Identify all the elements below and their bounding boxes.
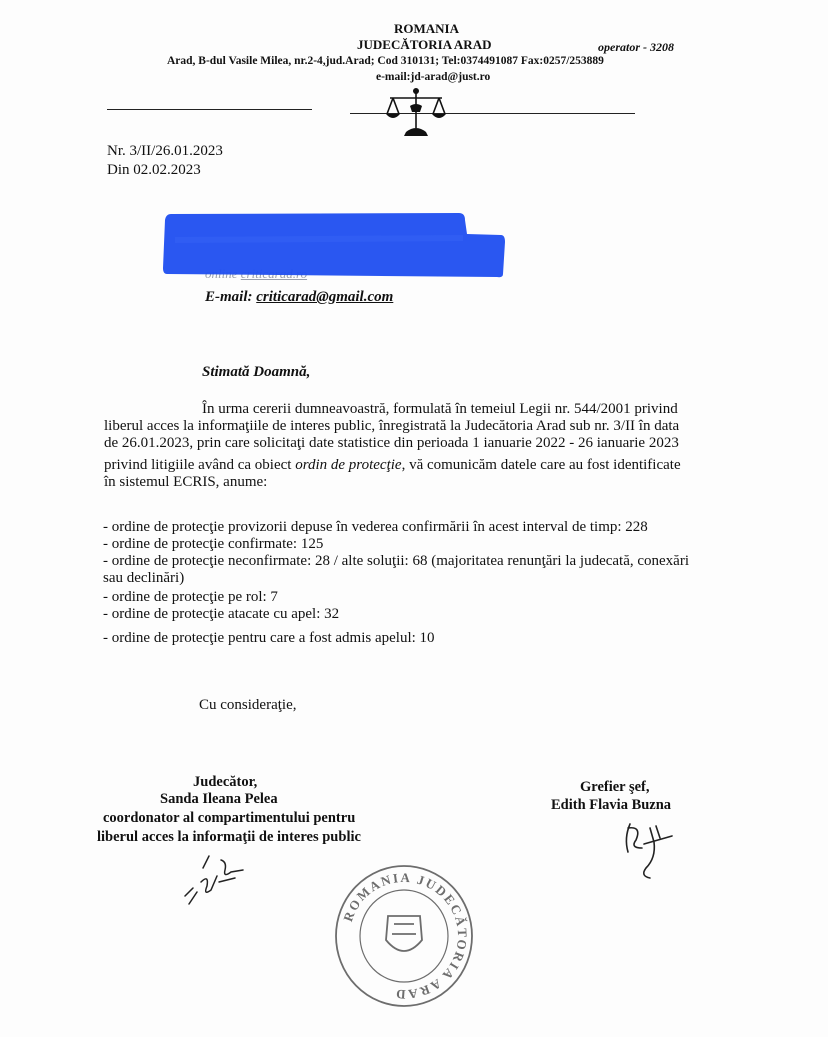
- statistic-item: - ordine de protecţie pentru care a fost admis apelul: 10: [103, 630, 435, 646]
- statistic-item: - ordine de protecţie confirmate: 125: [103, 536, 324, 552]
- judge-handwritten-signature: [175, 852, 255, 908]
- clerk-title: Grefier şef,: [580, 779, 650, 795]
- closing-phrase: Cu consideraţie,: [199, 697, 297, 713]
- letter-date: Din 02.02.2023: [107, 162, 201, 178]
- header-address: Arad, B-dul Vasile Milea, nr.2-4,jud.Arad; Cod 310131; Tel:0374491087 Fax:0257/253889: [167, 55, 604, 67]
- clerk-name: Edith Flavia Buzna: [551, 797, 672, 813]
- stamp-text: ROMANIA JUDECĂTORIA ARAD: [340, 869, 471, 1003]
- header-country: ROMANIA: [394, 21, 459, 36]
- statistic-item-continuation: sau declinări): [103, 570, 185, 586]
- body-line: de 26.01.2023, prin care solicitaţi date statistice din perioada 1 ianuarie 2022 - 26 ianuarie 2023: [104, 435, 679, 451]
- statistic-item: - ordine de protecţie neconfirmate: 28 / alte soluţii: 68 (majoritatea renunţări la judecată, conexări: [103, 553, 690, 569]
- header-email: e-mail:jd-arad@just.ro: [376, 71, 491, 83]
- header-divider-left: [107, 109, 312, 110]
- recipient-email-label: E-mail:: [205, 289, 257, 305]
- judge-role-line-2: liberul acces la informaţii de interes public: [97, 829, 361, 845]
- redaction-mark: [163, 210, 505, 278]
- registration-number: Nr. 3/II/26.01.2023: [107, 143, 223, 159]
- header-operator: operator - 3208: [598, 40, 674, 54]
- court-stamp: [332, 862, 476, 1010]
- body-line: în sistemul ECRIS, anume:: [104, 474, 268, 490]
- body-line: [104, 457, 681, 474]
- body-line-emphasis: ordin de protecţie: [295, 457, 402, 473]
- scales-of-justice-icon: [384, 86, 448, 138]
- judge-role-line-1: coordonator al compartimentului pentru: [103, 810, 356, 826]
- body-line: liberul acces la informaţiile de interes public, înregistrată la Judecătoria Arad sub nr. 3/II în data: [104, 418, 680, 434]
- judge-title: Judecător,: [193, 774, 258, 790]
- body-line: În urma cererii dumneavoastră, formulată în temeiul Legii nr. 544/2001 privind: [202, 401, 678, 417]
- statistic-item: - ordine de protecţie atacate cu apel: 32: [103, 606, 340, 622]
- judge-name: Sanda Ileana Pelea: [160, 791, 278, 807]
- statistic-item: - ordine de protecţie pe rol: 7: [103, 589, 278, 605]
- body-line-part: privind litigiile având ca obiect: [104, 457, 296, 473]
- statistic-item: - ordine de protecţie provizorii depuse în vederea confirmării în acest interval de timp: 228: [103, 519, 648, 535]
- salutation: Stimată Doamnă,: [202, 364, 311, 380]
- header-court-name: JUDECĂTORIA ARAD: [357, 37, 492, 52]
- clerk-handwritten-signature: [620, 818, 682, 884]
- body-line-part: , vă comunicăm datele care au fost identificate: [401, 457, 681, 473]
- recipient-email-address: criticarad@gmail.com: [256, 289, 394, 305]
- recipient-email-line: [205, 289, 393, 306]
